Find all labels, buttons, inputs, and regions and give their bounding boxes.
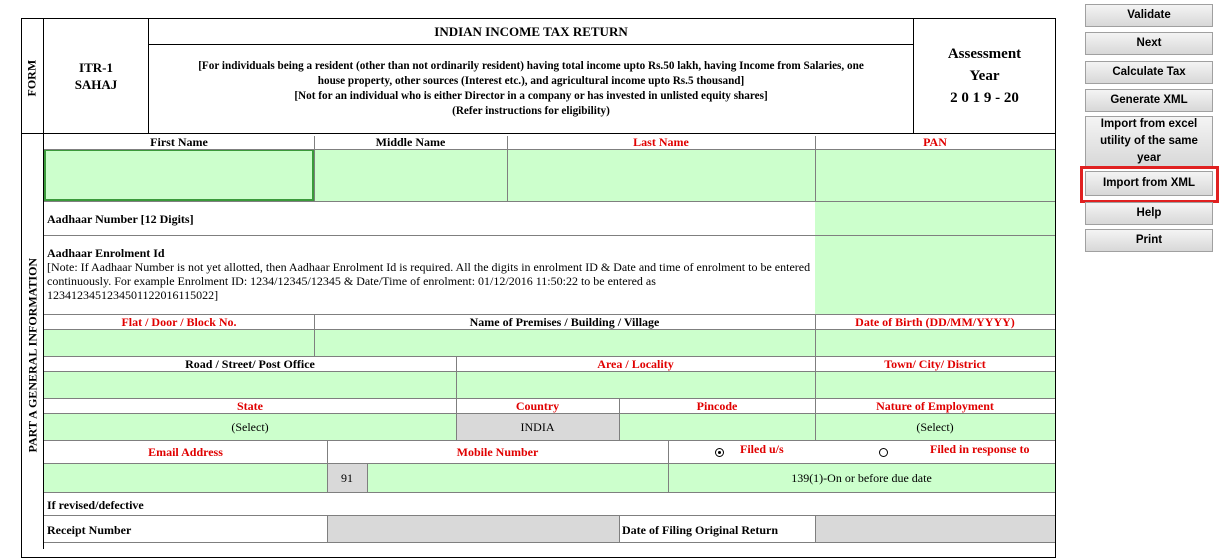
premises-input[interactable] (314, 330, 815, 356)
road-label: Road / Street/ Post Office (185, 357, 315, 371)
last-name-label: Last Name (633, 135, 689, 149)
generate-xml-button[interactable]: Generate XML (1085, 89, 1213, 112)
aadhaar-note-line1: [Note: If Aadhaar Number is not yet allotted, then Aadhaar Enrolment Id is required. All the digits in enrolment ID & Date and time of enrolment to be entered (47, 260, 811, 274)
pincode-input[interactable] (619, 414, 815, 440)
aadhaar-enrolment-title: Aadhaar Enrolment Id (47, 246, 165, 260)
mobile-label: Mobile Number (456, 445, 539, 459)
date-filing-label: Date of Filing Original Return (622, 523, 778, 537)
pan-label: PAN (923, 135, 947, 149)
first-name-input[interactable] (44, 149, 314, 201)
middle-name-input[interactable] (314, 149, 507, 201)
last-name-input[interactable] (507, 149, 815, 201)
form-description (149, 45, 913, 133)
desc-line2: house property, other sources (Interest etc.), and agricultural income upto Rs.5 thousand] (317, 75, 745, 87)
filed-response-label: Filed in response to (930, 442, 1030, 456)
town-label: Town/ City/ District (884, 357, 986, 371)
aadhaar-note-line2: continuously. For example Enrolment ID: 1234/12345/12345 & Date/Time of enrolment: 01/12/2016 11:50:22 to be entered as (47, 274, 656, 288)
help-button[interactable]: Help (1085, 202, 1213, 225)
employment-select[interactable]: (Select) (815, 414, 1055, 440)
form-code-line1: ITR-1 (79, 59, 113, 75)
form-title: INDIAN INCOME TAX RETURN (434, 24, 628, 39)
calculate-tax-button[interactable]: Calculate Tax (1085, 61, 1213, 84)
state-select[interactable]: (Select) (44, 414, 456, 440)
print-button[interactable]: Print (1085, 229, 1213, 252)
part-a-label: PART A GENERAL INFORMATION (25, 257, 40, 453)
mobile-country-code: 91 (327, 464, 367, 492)
pincode-label: Pincode (696, 399, 738, 413)
employment-label: Nature of Employment (876, 399, 994, 413)
pan-input[interactable] (815, 149, 1055, 201)
import-xml-highlight (1080, 166, 1219, 203)
import-excel-button[interactable]: Import from excel utility of the same year (1085, 116, 1213, 167)
flat-label: Flat / Door / Block No. (121, 315, 237, 329)
aadhaar-number-input[interactable] (815, 202, 1055, 235)
ay-line1: Assessment (947, 45, 1022, 62)
ay-line2: Year (969, 67, 1000, 84)
form-code (44, 18, 148, 133)
middle-name-label: Middle Name (375, 135, 446, 149)
email-input[interactable] (44, 464, 327, 492)
next-button[interactable]: Next (1085, 32, 1213, 55)
validate-button[interactable]: Validate (1085, 4, 1213, 27)
desc-line4: (Refer instructions for eligibility) (452, 105, 610, 117)
desc-line1: [For individuals being a resident (other than not ordinarily resident) having total income upto Rs.50 lakh, having Income from Salaries, one (198, 60, 864, 72)
filed-us-label: Filed u/s (740, 442, 784, 456)
filed-us-radio[interactable] (715, 448, 724, 457)
filed-section-select[interactable]: 139(1)-On or before due date (668, 464, 1055, 492)
aadhaar-note-line3: 1234123451234501122016115022] (47, 288, 219, 302)
dob-label: Date of Birth (DD/MM/YYYY) (855, 315, 1015, 329)
town-input[interactable] (815, 372, 1055, 398)
filed-response-radio[interactable] (879, 448, 888, 457)
country-select[interactable]: INDIA (456, 414, 619, 440)
area-label: Area / Locality (597, 357, 674, 371)
aadhaar-enrolment-input[interactable] (815, 236, 1055, 314)
revised-label: If revised/defective (47, 498, 144, 512)
date-filing-input[interactable] (815, 516, 1055, 542)
ay-line3: 2 0 1 9 - 20 (950, 89, 1019, 106)
import-xml-button[interactable]: Import from XML (1085, 171, 1213, 196)
form-side-label: FORM (24, 59, 39, 97)
first-name-label: First Name (150, 135, 208, 149)
assessment-year (914, 18, 1055, 133)
dob-input[interactable] (815, 330, 1055, 356)
email-label: Email Address (148, 445, 223, 459)
area-input[interactable] (456, 372, 815, 398)
aadhaar-enrolment-block (47, 246, 812, 302)
mobile-input[interactable] (367, 464, 668, 492)
receipt-number-input[interactable] (327, 516, 619, 542)
state-label: State (237, 399, 263, 413)
country-label: Country (515, 399, 560, 413)
desc-line3: [Not for an individual who is either Director in a company or has invested in unlisted equity shares] (294, 90, 768, 102)
premises-label: Name of Premises / Building / Village (469, 315, 660, 329)
aadhaar-number-label: Aadhaar Number [12 Digits] (47, 212, 194, 226)
flat-input[interactable] (44, 330, 314, 356)
road-input[interactable] (44, 372, 456, 398)
receipt-number-label: Receipt Number (47, 523, 132, 537)
form-code-line2: SAHAJ (74, 76, 118, 92)
